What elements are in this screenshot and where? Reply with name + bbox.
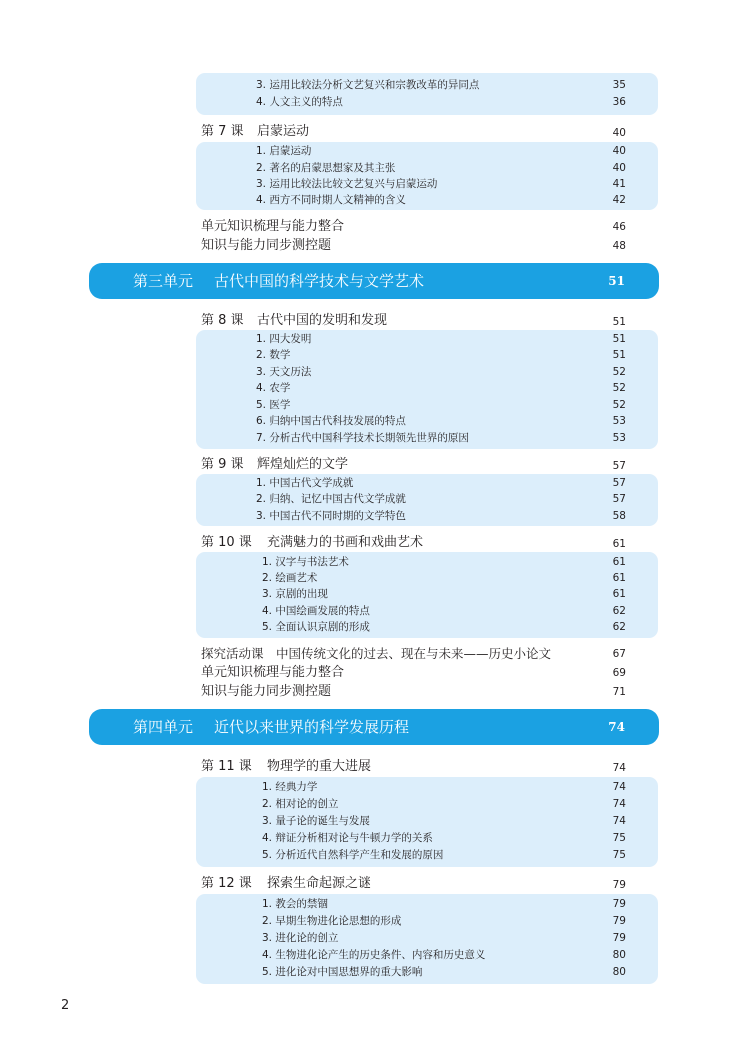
lesson-title: 物理学的重大进展 — [267, 759, 372, 774]
entry-page: 80 — [612, 949, 626, 961]
entry-page: 74 — [612, 798, 626, 810]
entry-title: 1. 经典力学 — [262, 781, 318, 793]
unit-page: 51 — [608, 274, 625, 288]
entry-page: 51 — [612, 349, 626, 361]
entry-page: 71 — [612, 686, 626, 698]
entry-title: 3. 量子论的诞生与发展 — [262, 815, 370, 827]
toc-entry[interactable] — [262, 570, 626, 587]
entry-title: 1. 汉字与书法艺术 — [262, 556, 349, 568]
entry-page: 40 — [612, 145, 626, 157]
entry-page: 36 — [612, 96, 626, 108]
entry-page: 52 — [612, 399, 626, 411]
entry-title: 2. 著名的启蒙思想家及其主张 — [256, 162, 396, 174]
toc-entry[interactable] — [256, 397, 626, 414]
toc-entry[interactable] — [256, 430, 626, 447]
toc-entry[interactable] — [262, 796, 626, 813]
unit-page: 74 — [608, 720, 625, 734]
entry-page: 52 — [612, 366, 626, 378]
lesson-page: 61 — [612, 538, 626, 550]
entry-title: 2. 绘画艺术 — [262, 572, 318, 584]
toc-entry[interactable] — [262, 813, 626, 830]
toc-entry[interactable] — [262, 896, 626, 913]
unit-number: 第四单元 — [133, 718, 194, 736]
entry-page: 53 — [612, 432, 626, 444]
entry-page: 35 — [612, 79, 626, 91]
toc-entry[interactable] — [256, 331, 626, 348]
toc-entry[interactable] — [262, 947, 626, 964]
toc-entry[interactable] — [262, 586, 626, 603]
toc-entry[interactable] — [256, 143, 626, 160]
entry-title: 探究活动课 中国传统文化的过去、现在与未来——历史小论文 — [201, 646, 552, 661]
toc-entry[interactable] — [262, 913, 626, 930]
toc-entry[interactable] — [256, 192, 626, 209]
unit-title: 古代中国的科学技术与文学艺术 — [214, 272, 425, 290]
entry-title: 3. 天文历法 — [256, 366, 312, 378]
lesson-page: 40 — [612, 127, 626, 139]
entry-page: 67 — [612, 648, 626, 660]
lesson-number: 第 11 课 — [201, 759, 252, 774]
entry-page: 79 — [612, 915, 626, 927]
lesson-8-heading[interactable] — [201, 311, 626, 331]
unit-test-entry[interactable] — [201, 236, 626, 255]
lesson-title: 古代中国的发明和发现 — [257, 313, 388, 328]
unit-review-entry[interactable] — [201, 217, 626, 236]
toc-entry[interactable] — [256, 491, 626, 508]
page-number: 2 — [61, 998, 70, 1013]
entry-page: 62 — [612, 621, 626, 633]
entry-title: 3. 中国古代不同时期的文学特色 — [256, 510, 406, 522]
entry-title: 知识与能力同步测控题 — [201, 684, 332, 699]
entry-page: 74 — [612, 781, 626, 793]
entry-title: 单元知识梳理与能力整合 — [201, 665, 345, 680]
entry-page: 80 — [612, 966, 626, 978]
lesson-page: 57 — [612, 460, 626, 472]
entry-title: 2. 数学 — [256, 349, 291, 361]
entry-title: 3. 运用比较法比较文艺复兴与启蒙运动 — [256, 178, 438, 190]
lesson-number: 第 9 课 — [201, 457, 244, 472]
lesson-page: 74 — [612, 762, 626, 774]
entry-page: 41 — [612, 178, 626, 190]
entry-title: 6. 归纳中国古代科技发展的特点 — [256, 415, 406, 427]
toc-entry[interactable] — [256, 413, 626, 430]
entry-title: 单元知识梳理与能力整合 — [201, 219, 345, 234]
entry-page: 75 — [612, 849, 626, 861]
entry-page: 79 — [612, 932, 626, 944]
toc-entry[interactable] — [256, 347, 626, 364]
entry-page: 61 — [612, 556, 626, 568]
toc-entry[interactable] — [262, 603, 626, 620]
entry-title: 2. 早期生物进化论思想的形成 — [262, 915, 402, 927]
lesson-title: 探索生命起源之谜 — [267, 876, 372, 891]
entry-page: 61 — [612, 572, 626, 584]
entry-page: 40 — [612, 162, 626, 174]
entry-title: 5. 进化论对中国思想界的重大影响 — [262, 966, 423, 978]
entry-page: 42 — [612, 194, 626, 206]
entry-page: 75 — [612, 832, 626, 844]
unit-test-entry[interactable] — [201, 682, 626, 701]
unit-4-banner[interactable] — [89, 709, 659, 745]
lesson-10-heading[interactable] — [201, 533, 626, 553]
lesson-title: 启蒙运动 — [257, 124, 310, 139]
entry-page: 62 — [612, 605, 626, 617]
entry-title: 5. 全面认识京剧的形成 — [262, 621, 370, 633]
unit-3-banner[interactable] — [89, 263, 659, 299]
lesson-page: 51 — [612, 316, 626, 328]
entry-title: 3. 进化论的创立 — [262, 932, 339, 944]
entry-title: 3. 京剧的出现 — [262, 588, 328, 600]
lesson-number: 第 10 课 — [201, 535, 252, 550]
entry-page: 61 — [612, 588, 626, 600]
toc-entry[interactable] — [256, 94, 626, 111]
toc-entry[interactable] — [262, 930, 626, 947]
entry-title: 1. 启蒙运动 — [256, 145, 312, 157]
entry-page: 79 — [612, 898, 626, 910]
toc-entry[interactable] — [256, 475, 626, 492]
entry-page: 74 — [612, 815, 626, 827]
toc-entry[interactable] — [262, 830, 626, 847]
toc-entry[interactable] — [256, 380, 626, 397]
toc-entry[interactable] — [256, 176, 626, 193]
toc-entry[interactable] — [262, 847, 626, 864]
toc-entry[interactable] — [256, 364, 626, 381]
toc-entry[interactable] — [262, 619, 626, 636]
entry-title: 1. 中国古代文学成就 — [256, 477, 354, 489]
entry-page: 58 — [612, 510, 626, 522]
entry-title: 知识与能力同步测控题 — [201, 238, 332, 253]
entry-page: 57 — [612, 477, 626, 489]
entry-title: 2. 归纳、记忆中国古代文学成就 — [256, 493, 406, 505]
entry-page: 51 — [612, 333, 626, 345]
entry-title: 4. 辩证分析相对论与牛顿力学的关系 — [262, 832, 433, 844]
lesson-12-heading[interactable] — [201, 874, 626, 894]
toc-entry[interactable] — [262, 779, 626, 796]
entry-title: 5. 分析近代自然科学产生和发展的原因 — [262, 849, 444, 861]
entry-page: 53 — [612, 415, 626, 427]
activity-lesson-entry[interactable] — [201, 644, 626, 663]
entry-title: 4. 西方不同时期人文精神的含义 — [256, 194, 406, 206]
entry-page: 48 — [612, 240, 626, 252]
toc-entry[interactable] — [262, 554, 626, 571]
lesson-number: 第 8 课 — [201, 313, 244, 328]
entry-title: 7. 分析古代中国科学技术长期领先世界的原因 — [256, 432, 469, 444]
unit-title: 近代以来世界的科学发展历程 — [214, 718, 410, 736]
toc-entry[interactable] — [256, 160, 626, 177]
entry-title: 4. 农学 — [256, 382, 291, 394]
entry-title: 4. 人文主义的特点 — [256, 96, 343, 108]
toc-entry[interactable] — [262, 964, 626, 981]
entry-page: 69 — [612, 667, 626, 679]
entry-title: 1. 四大发明 — [256, 333, 312, 345]
entry-title: 4. 中国绘画发展的特点 — [262, 605, 370, 617]
unit-number: 第三单元 — [133, 272, 194, 290]
lesson-11-heading[interactable] — [201, 757, 626, 777]
unit-review-entry[interactable] — [201, 663, 626, 682]
lesson-number: 第 7 课 — [201, 124, 244, 139]
entry-page: 57 — [612, 493, 626, 505]
entry-title: 4. 生物进化论产生的历史条件、内容和历史意义 — [262, 949, 486, 961]
lesson-7-heading[interactable] — [201, 122, 626, 142]
entry-page: 52 — [612, 382, 626, 394]
toc-entry[interactable] — [256, 508, 626, 525]
entry-title: 5. 医学 — [256, 399, 291, 411]
entry-title: 1. 教会的禁锢 — [262, 898, 328, 910]
lesson-9-heading[interactable] — [201, 455, 626, 475]
lesson-page: 79 — [612, 879, 626, 891]
lesson-number: 第 12 课 — [201, 876, 252, 891]
entry-page: 46 — [612, 221, 626, 233]
lesson-title: 辉煌灿烂的文学 — [257, 457, 349, 472]
lesson-title: 充满魅力的书画和戏曲艺术 — [267, 535, 424, 550]
entry-title: 3. 运用比较法分析文艺复兴和宗教改革的异同点 — [256, 79, 480, 91]
toc-entry[interactable] — [256, 77, 626, 94]
entry-title: 2. 相对论的创立 — [262, 798, 339, 810]
